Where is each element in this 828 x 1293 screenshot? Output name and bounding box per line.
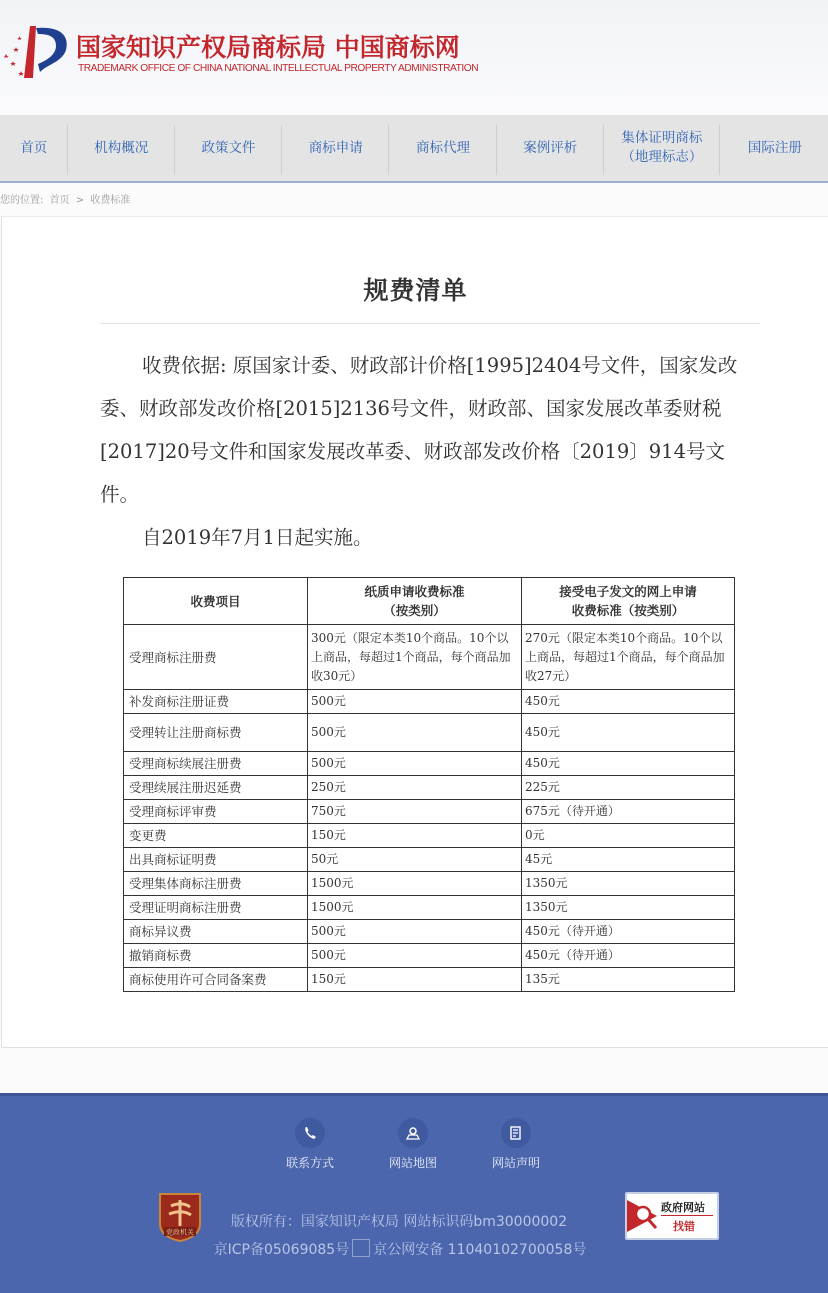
effective-date-paragraph: 自2019年7月1日起实施。 bbox=[142, 526, 373, 549]
nav-label: 政策文件 bbox=[201, 139, 256, 156]
footer-link-label: 联系方式 bbox=[285, 1156, 334, 1170]
nav-trademark-agency[interactable] bbox=[389, 115, 496, 181]
fee-item-cell: 商标使用许可合同备案费 bbox=[124, 968, 308, 992]
nav-label: 集体证明商标 bbox=[621, 130, 703, 146]
paper-fee-cell: 500元 bbox=[308, 920, 522, 944]
table-row bbox=[124, 872, 735, 896]
fee-item-cell: 受理转让注册商标费 bbox=[124, 714, 308, 752]
fee-item-cell: 受理商标评审费 bbox=[124, 800, 308, 824]
footer-link-statement[interactable] bbox=[476, 1118, 556, 1171]
police-emblem-icon bbox=[352, 1239, 370, 1257]
gov-report-sub: 找错 bbox=[673, 1220, 695, 1233]
nav-label: 案例评析 bbox=[523, 139, 578, 156]
fee-item-cell: 受理商标续展注册费 bbox=[124, 752, 308, 776]
online-fee-cell: 225元 bbox=[522, 776, 735, 800]
nav-home[interactable] bbox=[0, 115, 68, 181]
paper-fee-cell: 50元 bbox=[308, 848, 522, 872]
cnipa-logo-icon[interactable] bbox=[0, 22, 70, 80]
fee-item-cell: 受理证明商标注册费 bbox=[124, 896, 308, 920]
header-text-sub: （按类别） bbox=[383, 603, 446, 618]
footer-link-label: 网站地图 bbox=[388, 1156, 437, 1170]
breadcrumb-current[interactable]: 收费标准 bbox=[90, 195, 131, 206]
table-row bbox=[124, 690, 735, 714]
nav-cases[interactable] bbox=[497, 115, 604, 181]
site-title-cn: 国家知识产权局商标局 中国商标网 bbox=[76, 33, 460, 62]
nav-label: 国际注册 bbox=[747, 139, 802, 156]
fee-item-cell: 商标异议费 bbox=[124, 920, 308, 944]
title-divider bbox=[100, 323, 760, 324]
map-pin-icon bbox=[398, 1118, 428, 1148]
gov-report-label: 政府网站 bbox=[661, 1201, 705, 1214]
online-fee-cell: 1350元 bbox=[522, 872, 735, 896]
table-row bbox=[124, 752, 735, 776]
online-fee-cell: 270元（限定本类10个商品。10个以上商品，每超过1个商品，每个商品加收27元） bbox=[522, 625, 735, 690]
breadcrumb-prefix: 您的位置: bbox=[0, 195, 44, 206]
online-fee-cell: 675元（待开通） bbox=[522, 800, 735, 824]
badge-text: 党政机关 bbox=[166, 1228, 194, 1237]
fee-item-cell: 受理集体商标注册费 bbox=[124, 872, 308, 896]
header-fee-item bbox=[124, 578, 308, 625]
nav-trademark-application[interactable] bbox=[282, 115, 389, 181]
table-row bbox=[124, 848, 735, 872]
paper-fee-cell: 250元 bbox=[308, 776, 522, 800]
footer-link-sitemap[interactable] bbox=[373, 1118, 453, 1171]
online-fee-cell: 450元（待开通） bbox=[522, 944, 735, 968]
fee-item-cell: 变更费 bbox=[124, 824, 308, 848]
fee-table bbox=[123, 577, 735, 992]
nav-label: 商标申请 bbox=[308, 139, 363, 156]
breadcrumb-separator: > bbox=[75, 195, 85, 206]
fee-item-cell: 出具商标证明费 bbox=[124, 848, 308, 872]
nav-label-sub: （地理标志） bbox=[621, 149, 703, 165]
filing-info bbox=[0, 1239, 814, 1259]
online-fee-cell: 450元 bbox=[522, 714, 735, 752]
fee-item-cell: 撤销商标费 bbox=[124, 944, 308, 968]
table-row bbox=[124, 824, 735, 848]
paper-fee-cell: 500元 bbox=[308, 690, 522, 714]
table-row bbox=[124, 714, 735, 752]
document-icon bbox=[501, 1118, 531, 1148]
site-footer bbox=[0, 1093, 828, 1293]
table-header-row bbox=[124, 578, 735, 625]
copyright-text: 版权所有：国家知识产权局 网站标识码bm30000002 bbox=[230, 1214, 568, 1230]
table-row bbox=[124, 968, 735, 992]
footer-link-label: 网站声明 bbox=[491, 1156, 540, 1170]
paper-fee-cell: 1500元 bbox=[308, 872, 522, 896]
header-text: 纸质申请收费标准 bbox=[364, 584, 465, 599]
nav-about[interactable] bbox=[68, 115, 175, 181]
paper-fee-cell: 500元 bbox=[308, 944, 522, 968]
table-row bbox=[124, 625, 735, 690]
paper-fee-cell: 300元（限定本类10个商品。10个以上商品，每超过1个商品，每个商品加收30元） bbox=[308, 625, 522, 690]
page-title: 规费清单 bbox=[363, 276, 468, 305]
gov-report-divider bbox=[661, 1215, 713, 1216]
site-header bbox=[0, 0, 828, 115]
table-row bbox=[124, 920, 735, 944]
paper-fee-cell: 500元 bbox=[308, 714, 522, 752]
online-fee-cell: 450元 bbox=[522, 752, 735, 776]
police-filing-link[interactable]: 京公网安备 11040102700058号 bbox=[373, 1242, 587, 1258]
paper-fee-cell: 1500元 bbox=[308, 896, 522, 920]
magnifier-icon bbox=[627, 1196, 663, 1236]
paper-fee-cell: 150元 bbox=[308, 824, 522, 848]
breadcrumb-home-link[interactable]: 首页 bbox=[49, 195, 70, 206]
nav-label: 首页 bbox=[20, 139, 48, 156]
footer-link-contact[interactable] bbox=[270, 1118, 350, 1171]
table-row bbox=[124, 896, 735, 920]
header-text: 收费项目 bbox=[190, 593, 241, 609]
nav-policy[interactable] bbox=[175, 115, 282, 181]
online-fee-cell: 450元 bbox=[522, 690, 735, 714]
online-fee-cell: 45元 bbox=[522, 848, 735, 872]
fee-basis-paragraph: 收费依据: 原国家计委、财政部计价格[1995]2404号文件，国家发改委、财政部发改价格[2015]2136号文件，财政部、国家发展改革委财税[2017]20号文件和国家发展改革委、财政部发改价格〔2019〕914号文件。 bbox=[100, 354, 738, 506]
fee-item-cell: 受理续展注册迟延费 bbox=[124, 776, 308, 800]
phone-icon bbox=[295, 1118, 325, 1148]
nav-label: 商标代理 bbox=[416, 139, 471, 156]
header-online-fee bbox=[522, 578, 735, 625]
header-text-sub: 收费标准（按类别） bbox=[571, 603, 685, 618]
nav-collective-marks[interactable] bbox=[604, 115, 720, 181]
paper-fee-cell: 500元 bbox=[308, 752, 522, 776]
icp-link[interactable]: 京ICP备05069085号 bbox=[213, 1242, 350, 1258]
fee-item-cell: 补发商标注册证费 bbox=[124, 690, 308, 714]
fee-item-cell: 受理商标注册费 bbox=[124, 625, 308, 690]
nav-label: 机构概况 bbox=[94, 139, 149, 156]
online-fee-cell: 450元（待开通） bbox=[522, 920, 735, 944]
table-row bbox=[124, 800, 735, 824]
header-paper-fee bbox=[308, 578, 522, 625]
site-title-en: TRADEMARK OFFICE OF CHINA NATIONAL INTELLECTUAL PROPERTY ADMINISTRATION bbox=[78, 63, 479, 74]
article-container bbox=[1, 216, 828, 1048]
online-fee-cell: 0元 bbox=[522, 824, 735, 848]
paper-fee-cell: 150元 bbox=[308, 968, 522, 992]
header-text: 接受电子发文的网上申请 bbox=[559, 584, 697, 599]
gov-site-error-report-button[interactable] bbox=[625, 1192, 719, 1240]
table-row bbox=[124, 776, 735, 800]
main-nav bbox=[0, 115, 828, 183]
breadcrumb bbox=[0, 191, 133, 206]
online-fee-cell: 135元 bbox=[522, 968, 735, 992]
online-fee-cell: 1350元 bbox=[522, 896, 735, 920]
nav-international[interactable] bbox=[720, 115, 828, 181]
table-row bbox=[124, 944, 735, 968]
paper-fee-cell: 750元 bbox=[308, 800, 522, 824]
